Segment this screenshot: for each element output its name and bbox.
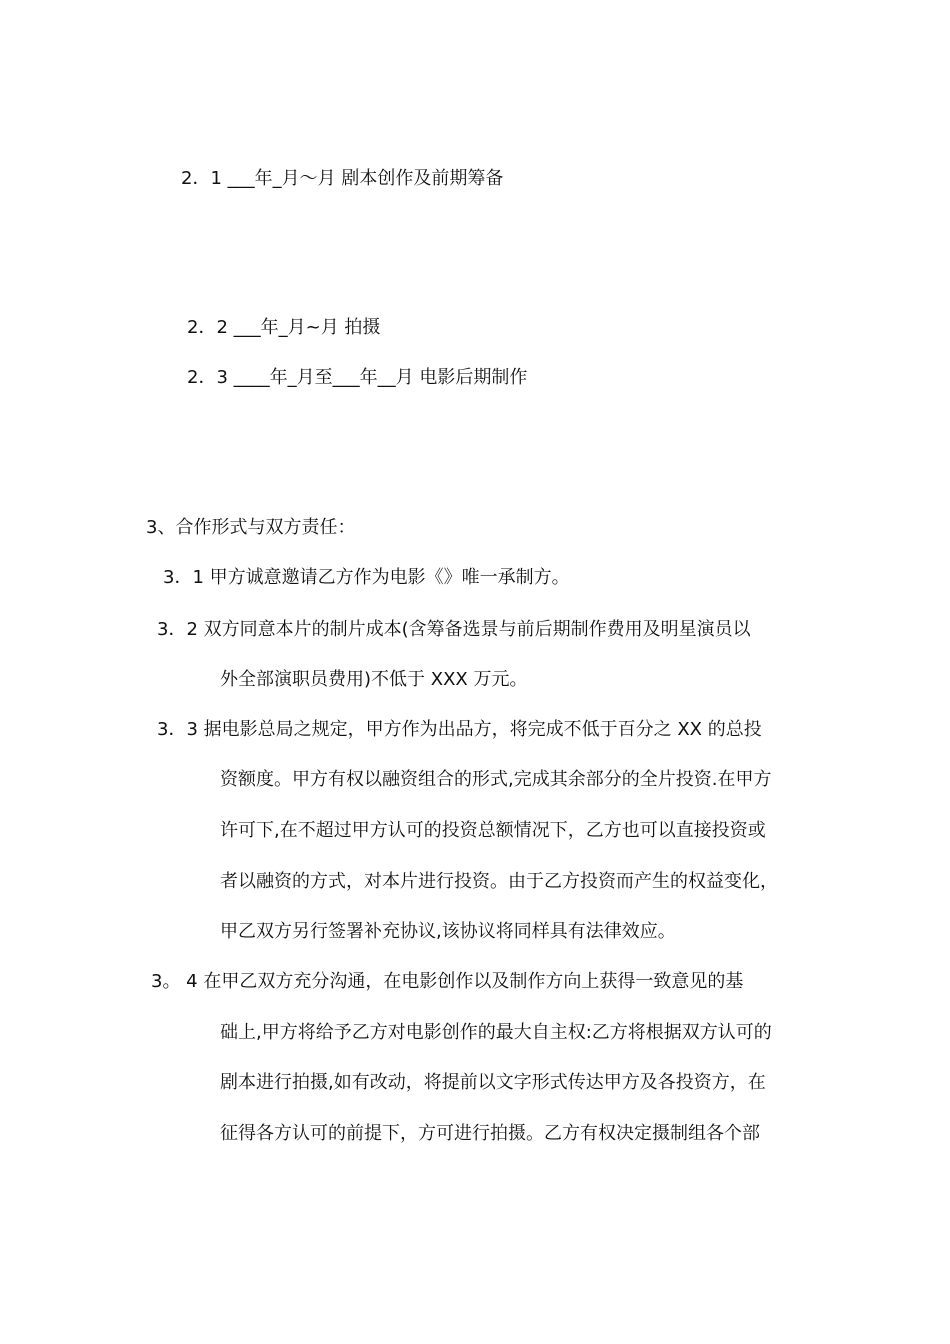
clause-3-3-line-2: 资额度。甲方有权以融资组合的形式,完成其余部分的全片投资.在甲方 [220,769,772,790]
schedule-item-2-1: 2．1 ___年_月～月 剧本创作及前期筹备 [181,168,504,189]
schedule-item-2-3: 2．3 ____年_月至___年__月 电影后期制作 [187,367,528,388]
clause-3-4-line-1: 3。 4 在甲乙双方充分沟通，在电影创作以及制作方向上获得一致意见的基 [151,971,744,992]
clause-3-2-line-2: 外全部演职员费用)不低于 XXX 万元。 [220,669,528,690]
clause-3-4-line-3: 剧本进行拍摄,如有改动，将提前以文字形式传达甲方及各投资方，在 [220,1072,766,1093]
section-3-heading: 3、合作形式与双方责任： [146,517,356,538]
schedule-item-2-2: 2．2 ___年_月~月 拍摄 [187,317,381,338]
clause-3-4-line-2: 础上,甲方将给予乙方对电影创作的最大自主权:乙方将根据双方认可的 [220,1022,772,1043]
clause-3-2-line-1: 3．2 双方同意本片的制片成本(含筹备选景与前后期制作费用及明星演员以 [157,619,751,640]
clause-3-4-line-4: 征得各方认可的前提下，方可进行拍摄。乙方有权决定摄制组各个部 [220,1123,760,1144]
clause-3-3-line-5: 甲乙双方另行签署补充协议,该协议将同样具有法律效应。 [220,921,676,942]
clause-3-3-line-3: 许可下,在不超过甲方认可的投资总额情况下，乙方也可以直接投资或 [220,820,766,841]
clause-3-3-line-4: 者以融资的方式，对本片进行投资。由于乙方投资而产生的权益变化， [220,871,778,892]
clause-3-1: 3．1 甲方诚意邀请乙方作为电影《》唯一承制方。 [163,567,570,588]
clause-3-3-line-1: 3．3 据电影总局之规定，甲方作为出品方，将完成不低于百分之 XX 的总投 [157,719,762,740]
